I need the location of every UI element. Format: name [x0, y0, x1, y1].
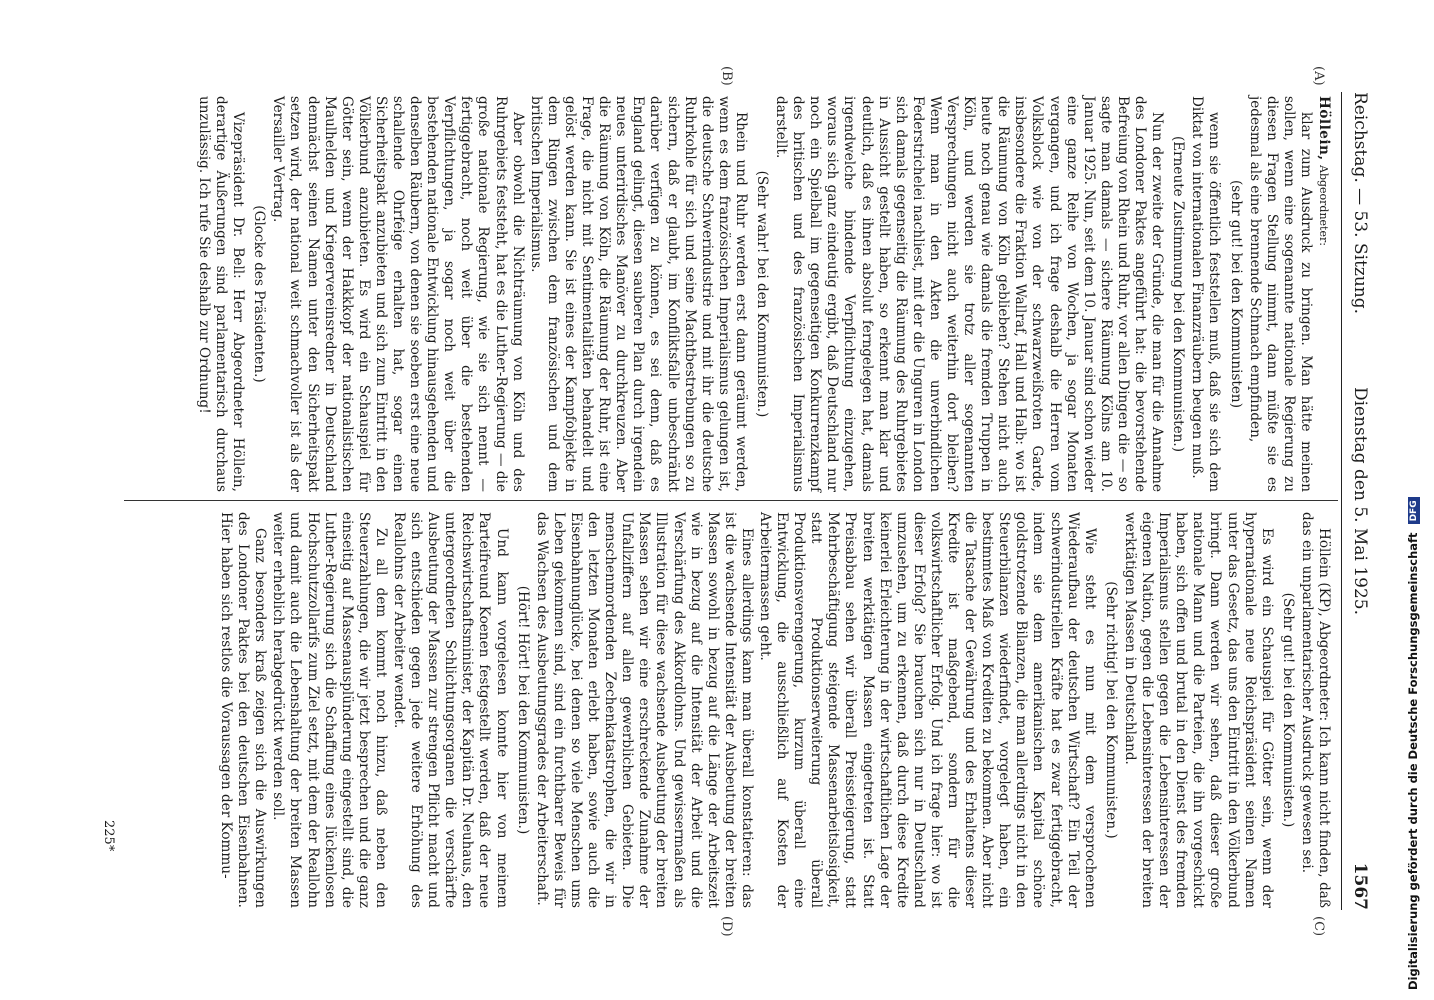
digitization-credit: [1406, 0, 1426, 990]
speech-paragraph: klar zum Ausdruck zu bringen. Man hätte meinen sollen, wenn eine sogenannte nationale Regierung zu diesen Fragen Stellung nimmt, dann müßte sie es jedesmal als eine brennende Schmach empfinden,: [1246, 96, 1314, 492]
interjection-note: (Sehr richtig! bei den Kommunisten.): [1102, 581, 1119, 839]
header-session: Reichstag. — 53. Sitzung.: [1350, 92, 1370, 315]
credit-text: Digitalisierung gefördert durch die Deutsche Forschungsgemeinschaft: [1406, 532, 1420, 990]
running-header: [1344, 92, 1376, 910]
speech-paragraph: Aber obwohl die Nichträumung von Köln und des Ruhrgebiets feststeht, hat es die Luther-Regierung — die große nationale Regierung, wie sie sich nennt — fertiggebracht, noch weit über die bestehenden Verpflichtungen, ja sogar noch weit über die bestehenden nationale Entwicklung hinausgehenden und denselben Räubern, von denen sie soeben erst eine neue schallende Ohrfeige erhalten hat, sogar einen Sicherheitspakt anzubieten und sich zum Eintritt in den Völkerbund anzubieten. Es wird ein Schauspiel für Götter sein, wenn der Hakkkopf der nationalistischen Maulhelden und Kriegervereinsredner in Deutschland demnächst seinen Namen unter den Sicherheitspakt setzen wird, der national weit schmachvoller ist als der Versailler Vertrag.: [270, 96, 526, 492]
speaker-name: Höllein,: [1316, 96, 1332, 161]
speech-paragraph: wenn sie öffentlich feststellen muß, daß sie sich dem Diktat von internationalen Finanzräubern beugen muß.: [1189, 96, 1223, 492]
dfg-logo: DFG: [1408, 497, 1420, 524]
interjection-note: (Sehr gut! bei den Kommunisten.): [1279, 592, 1296, 828]
speech-paragraph: Eines allerdings kann man überall konstatieren: das ist die wachsende Intensität der Ausbeutung der breiten Massen sowohl in bezug auf die Länge der Arbeitszeit wie in bezug auf die Intensität der Arbeit und die Verschärfung des Akkordlohns. Und gewissermaßen als Illustration für diese wachsende Ausbeutung der breiten Massen sehen wir eine erschreckende Zunahme der Unfallziffern auf allen gewerblichen Gebieten. Die menschenmordenden Zechenkatastrophen, die wir in den letzten Monaten erlebt haben, sowie auch die Eisenbahnunglücke, bei denen so viele Menschen ums Leben gekommen sind, sind ein furchtbarer Beweis für das Wachsen des Ausbeutungsgrades der Arbeiterschaft.: [533, 512, 755, 908]
speech-paragraph: Es wird ein Schauspiel für Götter sein, wenn der hypernationale neue Reichspräsident seinen Namen unter das Gesetz, das uns den Eintritt in den Völkerbund bringt. Dann werden wir sehen, daß dieser große nationale Mann und die Parteien, die ihn vorgeschickt haben, sich offen und brutal in den Dienst des fremden Imperialismus stellen gegen die Lebensinteressen der eigenen Nation, gegen die Lebensinteressen der breiten werktätigen Massen in Deutschland.: [1121, 512, 1275, 908]
interjection-note: (Erneute Zustimmung bei den Kommunisten.): [1170, 135, 1187, 453]
left-column: [194, 96, 1332, 492]
margin-mark-d: (D): [719, 916, 734, 937]
speaker-line: [1315, 96, 1332, 492]
interjection-note: (sehr gut! bei den Kommunisten): [1227, 180, 1244, 408]
speech-paragraph: Rhein und Ruhr werden erst dann geräumt werden, wenn es dem französischen Imperialismus gelungen ist, die deutsche Schwerindustrie und mit ihr die deutsche Ruhrkohle für sich und seine Machtbestrebungen so zu sichern, daß er glaubt, im Konfliktsfalle unbeschränkt darüber verfügen zu können, es sei denn, daß es England gelingt, diesen sauberen Plan durch irgendein neues unterirdisches Manöver zu durchkreuzen. Aber die Räumung von Köln, die Räumung der Ruhr, ist eine Frage, die nicht mit Sentimentalitäten behandelt und gelöst werden kann. Sie ist eines der Kampfobjekte in dem Ringen zwischen dem französischen und dem britischen Imperialismus.: [527, 96, 749, 492]
header-date: Dienstag den 5. Mai 1925.: [1350, 386, 1370, 616]
speech-paragraph: Wie steht es nun mit dem versprochenen Wiederaufbau der deutschen Wirtschaft? Ein Teil der schwerindustriellen Kräfte hat es zwar fertiggebracht, indem sie dem amerikanischen Kapital schöne goldstrotzende Bilanzen, die man allerdings nicht in den Steuerbilanzen wiederfindet, vorgelegt haben, ein bestimmtes Maß von Krediten zu bekommen. Aber nicht die Tatsache der Gewährung und des Erhaltens dieser Kredite ist maßgebend, sondern für die volkswirtschaftlicher Erfolg. Und ich frage hier: wo ist dieser Erfolg? Sie brauchen sich nur in Deutschland umzusehen, um zu erkennen, daß durch diese Kredite keinerlei Erleichterung in der wirtschaftlichen Lage der breiten werktätigen Massen eingetreten ist. Statt Preisabbau sehen wir überall Preissteigerung, statt Mehrbeschäftigung steigende Massenarbeitslosigkeit, statt Produktionserweiterung überall Produktionsverengerung, kurzum überall eine Entwicklung, die ausschließlich auf Kosten der Arbeitermassen geht.: [757, 512, 1098, 908]
interjection-note: (Sehr wahr! bei den Kommunisten.): [754, 170, 770, 418]
speech-paragraph: Und kann vorgelesen konnte hier von meinem Parteifreund Koenen festgestellt werden, daß der neue Reichswirtschaftsminister, der Kapitän Dr. Neuhaus, den untergeordneten Schlichtungsorganen die verschärfte Ausbeutung der Massen zur strengen Pflicht macht und sich entschieden gegen jede weitere Erhöhung des Reallohns der Arbeiter wendet.: [391, 512, 510, 908]
interjection-note: (Hört! Hört! bei den Kommunisten.): [514, 585, 531, 835]
margin-mark-a: (A): [1311, 66, 1326, 86]
header-page-number: 1567: [1350, 862, 1370, 910]
speech-paragraph: Zu all dem kommt noch hinzu, daß neben den Steuerzahlungen, die wir jetzt besprechen und die ganz einseitig auf Massenausplünderung eingestellt sind, die Luther-Regierung sich die Schaffung eines lückenlosen Hochschutzzollarifs zum Ziel setzt, mit dem der Reallohn und damit auch die Lebenshaltung der breiten Massen weiter erheblich herabgedrückt werden soll.: [270, 512, 389, 908]
margin-mark-c: (C): [1311, 916, 1326, 937]
folio-signature: 225*: [101, 820, 116, 852]
header-rule: [1341, 92, 1342, 910]
speech-paragraph: Nun der zweite der Gründe, die man für die Annahme des Londoner Paktes angeführt hat: die bevorstehende Befreiung von Rhein und Ruhr, vor allen Dingen die — so sagte man damals — sichere Räumung Kölns am 10. Januar 1925. Nun, seit dem 10. Januar sind schon wieder eine ganze Reihe von Wochen, ja sogar Monaten vergangen, und ich frage deshalb die Herren vom Volksblock wie von der schwarzweißroten Garde, insbesondere die Fraktion Wallraf, Hall und Halb: wo ist die Räumung von Köln geblieben? Stehen nicht auch heute noch genau wie damals die fremden Truppen in Köln, und werden sie trotz aller sogenannten Versprechungen nicht auch weiterhin dort bleiben? Wenn man in den Akten die unverbindlichen Federstrichelei nachliest, mit der die Unguren in London sich damals gegenseitig die Räumung des Ruhrgebietes in Aussicht gestellt haben, so erkennt man klar und deutlich, daß es ihnen absolut ferngelegen hat, damals irgendwelche bindende Verpflichtung einzugehen, woraus sich ganz eindeutig ergibt, daß Deutschland nur noch ein Spielball im gegenseitigen Konkurrenzkampf des britischen und des französischen Imperialismus darstellt.: [773, 96, 1166, 492]
column-divider: [124, 500, 1338, 501]
speech-paragraph: Vizepräsident Dr. Bell: Herr Abgeordneter Höllein, derartige Äußerungen sind parlamentarisch durchaus unzulässig. Ich rufe Sie deshalb zur Ordnung!: [196, 96, 247, 492]
margin-mark-b: (B): [719, 66, 734, 86]
speaker-role: Abgeordneter:: [1317, 165, 1330, 246]
speech-paragraph: Höllein (KP), Abgeordneter: Ich kann nicht finden, daß das ein unparlamentarischer Ausdruck gewesen sei.: [1298, 512, 1332, 908]
interjection-note: (Glocke des Präsidenten.): [251, 205, 268, 383]
right-column: [216, 512, 1332, 908]
speech-paragraph: Ganz besonders kraß zeigen sich die Auswirkungen des Londoner Paktes bei den deutschen Eisenbahnen. Hier haben sich restlos die Voraussagen der Kommu-: [218, 512, 269, 908]
